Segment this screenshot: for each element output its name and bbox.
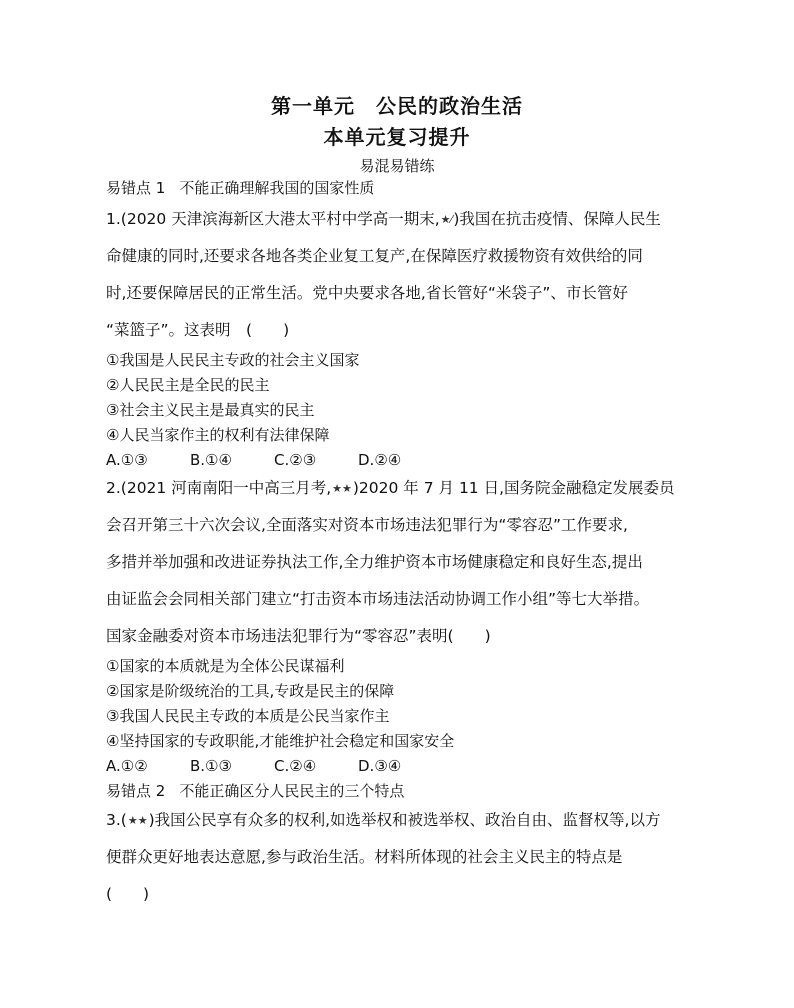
star-icon: ★★ xyxy=(127,814,148,827)
q1-line-2: 命健康的同时,还要求各地各类企业复工复产,在保障医疗救援物资有效供给的同 xyxy=(106,247,643,265)
q1-line-1 xyxy=(106,209,661,230)
q1-item-2: ②人民民主是全民的民主 xyxy=(106,376,270,394)
q2-option-b[interactable]: B.①③ xyxy=(190,757,232,775)
q2-line-4: 由证监会会同相关部门建立“打击资本市场违法活动协调工作小组”等七大举措。 xyxy=(106,590,650,608)
q1-line-4: “菜篮子”。这表明 ( ) xyxy=(106,321,290,339)
error-point-text: 不能正确理解我国的国家性质 xyxy=(179,179,375,197)
unit-title: 第一单元 公民的政治生活 xyxy=(271,94,523,118)
q3-answer-blank: ( ) xyxy=(106,885,150,903)
q2-options xyxy=(106,756,401,776)
star-icon: ★★ xyxy=(332,482,352,495)
q2-stem-start: )2020 年 7 月 11 日,国务院金融稳定发展委员 xyxy=(352,479,675,497)
q2-option-d[interactable]: D.③④ xyxy=(358,757,402,775)
q2-option-a[interactable]: A.①② xyxy=(106,757,148,775)
q2-item-2: ②国家是阶级统治的工具,专政是民主的保障 xyxy=(106,682,395,700)
error-point-label: 易错点 1 xyxy=(106,179,166,197)
error-point-1 xyxy=(106,178,374,198)
q3-line-1 xyxy=(106,810,660,831)
q1-item-3: ③社会主义民主是最真实的民主 xyxy=(106,401,315,419)
q2-option-c[interactable]: C.②④ xyxy=(274,757,317,775)
q2-line-1 xyxy=(106,478,675,499)
q1-stem-start: )我国在抗击疫情、保障人民生 xyxy=(453,210,661,228)
q1-source: 1.(2020 天津滨海新区大港太平村中学高一期末, xyxy=(106,210,440,228)
q2-source: 2.(2021 河南南阳一中高三月考, xyxy=(106,479,332,497)
error-point-2 xyxy=(106,781,404,801)
q2-line-3: 多措并举加强和改进证券执法工作,全力维护资本市场健康稳定和良好生态,提出 xyxy=(106,553,643,571)
q3-stem-start: )我国公民享有众多的权利,如选举权和被选举权、政治自由、监督权等,以方 xyxy=(148,811,661,829)
error-point-label: 易错点 2 xyxy=(106,782,166,800)
q1-item-1: ①我国是人民民主专政的社会主义国家 xyxy=(106,351,360,369)
q1-option-c[interactable]: C.②③ xyxy=(274,451,317,469)
q2-item-3: ③我国人民民主专政的本质是公民当家作主 xyxy=(106,707,390,725)
q2-line-5: 国家金融委对资本市场违法犯罪行为“零容忍”表明( ) xyxy=(106,627,491,645)
q1-options xyxy=(106,450,401,470)
q2-item-1: ①国家的本质就是为全体公民谋福利 xyxy=(106,657,345,675)
section-heading: 易混易错练 xyxy=(359,157,435,175)
q1-line-3: 时,还要保障居民的正常生活。党中央要求各地,省长管好“米袋子”、市长管好 xyxy=(106,284,628,302)
q3-line-2: 便群众更好地表达意愿,参与政治生活。材料所体现的社会主义民主的特点是 xyxy=(106,848,623,866)
q2-line-2: 会召开第三十六次会议,全面落实对资本市场违法犯罪行为“零容忍”工作要求, xyxy=(106,516,628,534)
star-icon: ★⁄ xyxy=(440,213,453,226)
q2-item-4: ④坚持国家的专政职能,才能维护社会稳定和国家安全 xyxy=(106,732,455,750)
q1-option-a[interactable]: A.①③ xyxy=(106,451,148,469)
q1-item-4: ④人民当家作主的权利有法律保障 xyxy=(106,426,330,444)
q1-option-d[interactable]: D.②④ xyxy=(358,451,402,469)
q1-option-b[interactable]: B.①④ xyxy=(190,451,232,469)
review-title: 本单元复习提升 xyxy=(323,125,471,149)
error-point-text: 不能正确区分人民民主的三个特点 xyxy=(179,782,405,800)
q3-number: 3.( xyxy=(106,811,127,829)
